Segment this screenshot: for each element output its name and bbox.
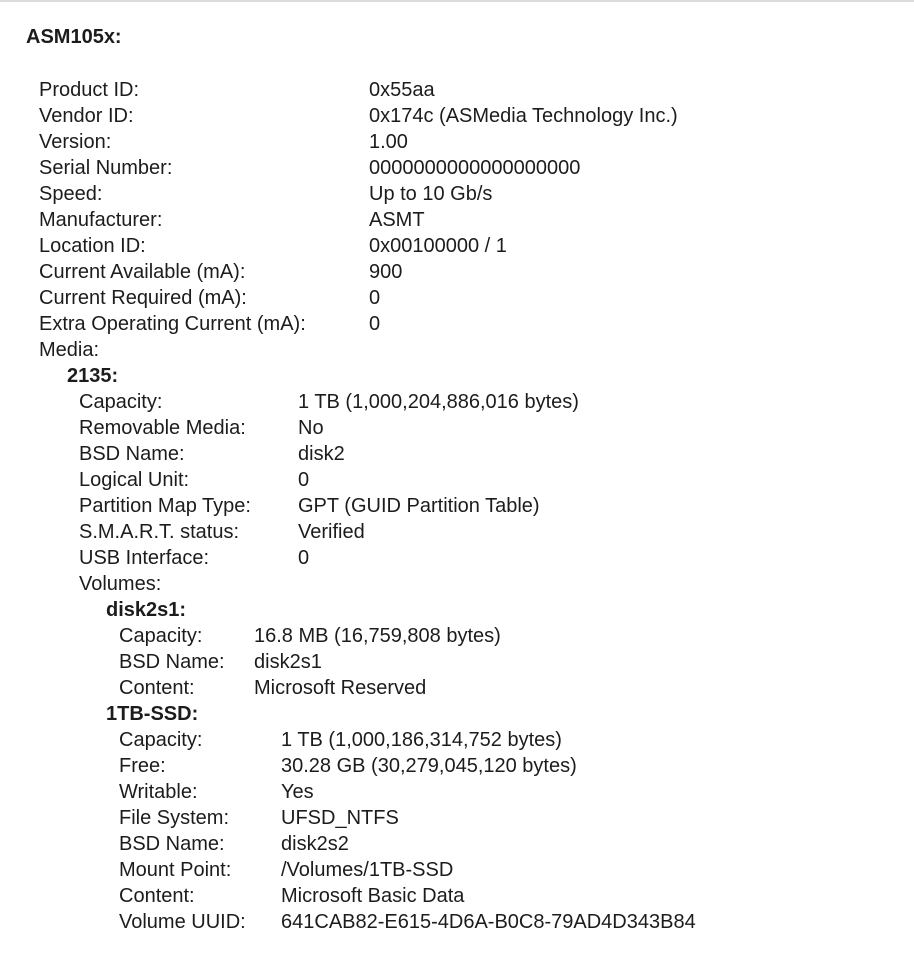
property-value: 0: [298, 469, 310, 491]
property-label: Mount Point:: [119, 859, 232, 881]
property-label: Product ID:: [39, 79, 140, 101]
property-value: Up to 10 Gb/s: [369, 183, 493, 205]
property-value: 0x174c (ASMedia Technology Inc.): [369, 105, 678, 127]
media-name: 2135:: [67, 365, 119, 387]
property-label: Current Available (mA):: [39, 261, 246, 283]
property-label: Content:: [119, 885, 195, 907]
volume-name: disk2s1:: [106, 599, 187, 621]
property-label: Location ID:: [39, 235, 146, 257]
property-value: No: [298, 417, 324, 439]
property-label: Version:: [39, 131, 112, 153]
property-value: Yes: [281, 781, 314, 803]
property-value: 0x55aa: [369, 79, 435, 101]
property-value: 0: [369, 313, 381, 335]
property-label: Capacity:: [79, 391, 163, 413]
property-value: 16.8 MB (16,759,808 bytes): [254, 625, 501, 647]
device-title: ASM105x:: [26, 26, 122, 48]
property-value: 0: [369, 287, 381, 309]
property-value: 1.00: [369, 131, 408, 153]
property-label: Speed:: [39, 183, 103, 205]
property-value: UFSD_NTFS: [281, 807, 399, 829]
property-value: Microsoft Basic Data: [281, 885, 465, 907]
property-label: Logical Unit:: [79, 469, 190, 491]
property-label: File System:: [119, 807, 230, 829]
property-value: 900: [369, 261, 403, 283]
property-label: Volume UUID:: [119, 911, 246, 933]
volume-name: 1TB-SSD:: [106, 703, 199, 725]
property-label: Manufacturer:: [39, 209, 163, 231]
property-value: GPT (GUID Partition Table): [298, 495, 540, 517]
top-divider: [0, 0, 914, 2]
property-label: Removable Media:: [79, 417, 246, 439]
property-label: Capacity:: [119, 729, 203, 751]
property-value: 1 TB (1,000,204,886,016 bytes): [298, 391, 579, 413]
property-value: disk2: [298, 443, 345, 465]
property-value: Microsoft Reserved: [254, 677, 427, 699]
property-value: ASMT: [369, 209, 425, 231]
property-value: 0000000000000000000: [369, 157, 581, 179]
media-label: Media:: [39, 339, 100, 361]
property-value: 0: [298, 547, 310, 569]
property-label: Partition Map Type:: [79, 495, 251, 517]
property-value: 30.28 GB (30,279,045,120 bytes): [281, 755, 577, 777]
volumes-label: Volumes:: [79, 573, 162, 595]
property-label: Current Required (mA):: [39, 287, 247, 309]
property-value: 0x00100000 / 1: [369, 235, 507, 257]
property-label: Vendor ID:: [39, 105, 134, 127]
property-label: Content:: [119, 677, 195, 699]
property-label: USB Interface:: [79, 547, 210, 569]
property-label: Free:: [119, 755, 166, 777]
property-label: Extra Operating Current (mA):: [39, 313, 306, 335]
property-label: Serial Number:: [39, 157, 173, 179]
property-value: 1 TB (1,000,186,314,752 bytes): [281, 729, 562, 751]
property-label: BSD Name:: [119, 833, 225, 855]
property-value: disk2s2: [281, 833, 349, 855]
property-value: Verified: [298, 521, 365, 543]
property-label: S.M.A.R.T. status:: [79, 521, 240, 543]
property-label: BSD Name:: [119, 651, 225, 673]
property-value: /Volumes/1TB-SSD: [281, 859, 454, 881]
property-value: disk2s1: [254, 651, 322, 673]
property-label: BSD Name:: [79, 443, 185, 465]
property-label: Writable:: [119, 781, 198, 803]
property-label: Capacity:: [119, 625, 203, 647]
property-value: 641CAB82-E615-4D6A-B0C8-79AD4D343B84: [281, 911, 696, 933]
